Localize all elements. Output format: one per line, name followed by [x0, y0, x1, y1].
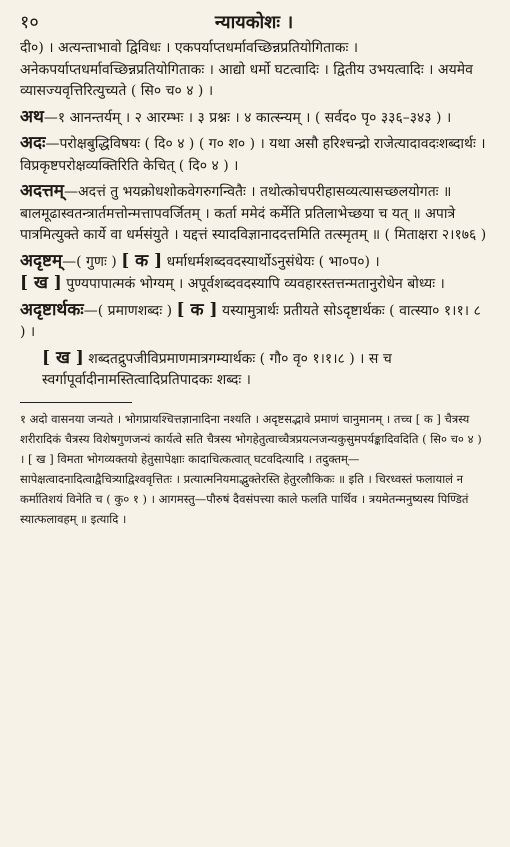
entry-adah — [20, 133, 488, 177]
entry-text: धर्माधर्मशब्दवदस्यार्थोऽनुसंधेयः ( भा०प०) । — [166, 253, 380, 270]
headword: अथ — [20, 106, 44, 127]
entry-text: यस्यामुत्रार्थः प्रतीयते सोऽदृष्टार्थकः ( वात्स्या० १।१। ८ ) । — [20, 302, 481, 340]
headword: अदृष्टम् — [20, 250, 63, 271]
entry-text: —( प्रमाणशब्दः ) — [83, 302, 173, 319]
headword: अदत्तम् — [20, 181, 64, 201]
bracket-label: [ क ] — [121, 250, 163, 271]
bracket-label: [ क ] — [176, 299, 218, 320]
entry-text: दी०) । अत्यन्ताभावो द्विविधः । एकपर्याप्तधर्मावच्छिन्नप्रतियोगिताकः । अनेकपर्याप्तधर्मावच्छिन्नप्रतियोगिताकः । आद्यो धर्मो घटत्वादिः । द्वितीय उभयत्वादिः । अयमेव व्यासज्यवृत्तिरित्युच्यते ( सि० च० ४ ) । — [20, 40, 473, 99]
entry-text: —अदत्तं तु भयक्रोधशोकवेगरुगन्वितैः । तथोत्कोचपरीहासव्यत्यासच्छलयोगतः ॥ बालमूढास्वतन्त्रार्तमत्तोन्मत्तापवर्जितम् । कर्ता ममेदं कर्मेति प्रतिलाभेच्छया च यत् ॥ अपात्रे पात्रमित्युक्ते कार्ये वा धर्मसंयुते । यद्दत्तं स्यादविज्ञानाददत्तमिति तत्स्मृतम् ॥ ( मिताक्षरा २।१७६ ) — [20, 184, 487, 243]
entry-text: शब्दतद्रुपजीविप्रमाणमात्रगम्यार्थकः ( गौ० वृ० १।१।८ ) । स च स्वर्गापूर्वादीनामस्तित्वादिप्रतिपादकः शब्दः । — [42, 350, 392, 388]
entry-text: —१ आनन्तर्यम् । २ आरम्भः । ३ प्रश्नः । ४ कात्स्न्यम् । ( सर्वद० पृ० ३३६–३४३ ) । — [43, 109, 452, 126]
entry-adrishtarthakah — [20, 300, 488, 344]
footnote-rule — [20, 402, 132, 403]
bracket-label: [ ख ] — [42, 347, 84, 368]
headword: अदृष्टार्थकः — [20, 299, 84, 320]
bracket-label: [ ख ] — [20, 273, 62, 293]
headword: अदः — [20, 133, 46, 153]
entry-text: —परोक्षबुद्धिविषयः ( दि० ४ ) ( ग० श० ) । यथा असौ हरिश्चन्द्रो राजेत्यादावदःशब्दार्थः । विप्रकृष्टपरोक्षव्यक्तिरिति केचित् ( दि० ४ ) । — [20, 136, 486, 174]
entry-text: —( गुणः ) — [62, 253, 117, 270]
page-header — [20, 8, 488, 38]
entry-adrishtam — [20, 251, 488, 296]
page-title: न्यायकोशः । — [214, 12, 294, 33]
page-number: १० — [20, 12, 39, 33]
entry-adrishtarthakah-b — [20, 348, 488, 392]
footnote: १ अदो वासनया जन्यते । भोगप्रायश्चित्तज्ञानादिना नश्यति । अदृष्टसद्भावे प्रमाणं चानुमानम् । तच्च [ क ] चैत्रस्य शरीरादिकं चैत्रस्य विशेषगुणजन्यं कार्यत्वे सति चैत्रस्य भोगहेतुत्वाच्चैत्रप्रयत्नजन्यकुसुमपर्यङ्कादिवदिति ( सि० च० ४ ) । [ ख ] विमता भोगव्यक्तयो हेतुसापेक्षाः कादाचित्कत्वात् घटवदित्यादि । तदुक्तम्—सापेक्षत्वादनादित्वाद्वैचित्र्याद्विश्ववृत्तितः । प्रत्यात्मनियमाद्भुक्तेरस्ति हेतुरलौकिकः ॥ इति । चिरध्वस्तं फलायालं न कर्मातिशयं विनेति च ( कु० १ ) । आगमस्तु—पौरुषं दैवसंपत्त्या काले फलति पार्थिव । त्रयमेतन्मनुष्यस्य पिण्डितं स्यात्फलावहम् ॥ इत्यादि । — [20, 411, 482, 526]
entry-continuation — [20, 38, 488, 103]
entry-atha — [20, 107, 488, 130]
entry-text: पुण्यपापात्मकं भोग्यम् । अपूर्वशब्दवदस्यापि व्यवहारस्तत्तन्मतानुरोधेन बोध्यः । — [66, 276, 445, 292]
entry-adattam — [20, 181, 488, 247]
